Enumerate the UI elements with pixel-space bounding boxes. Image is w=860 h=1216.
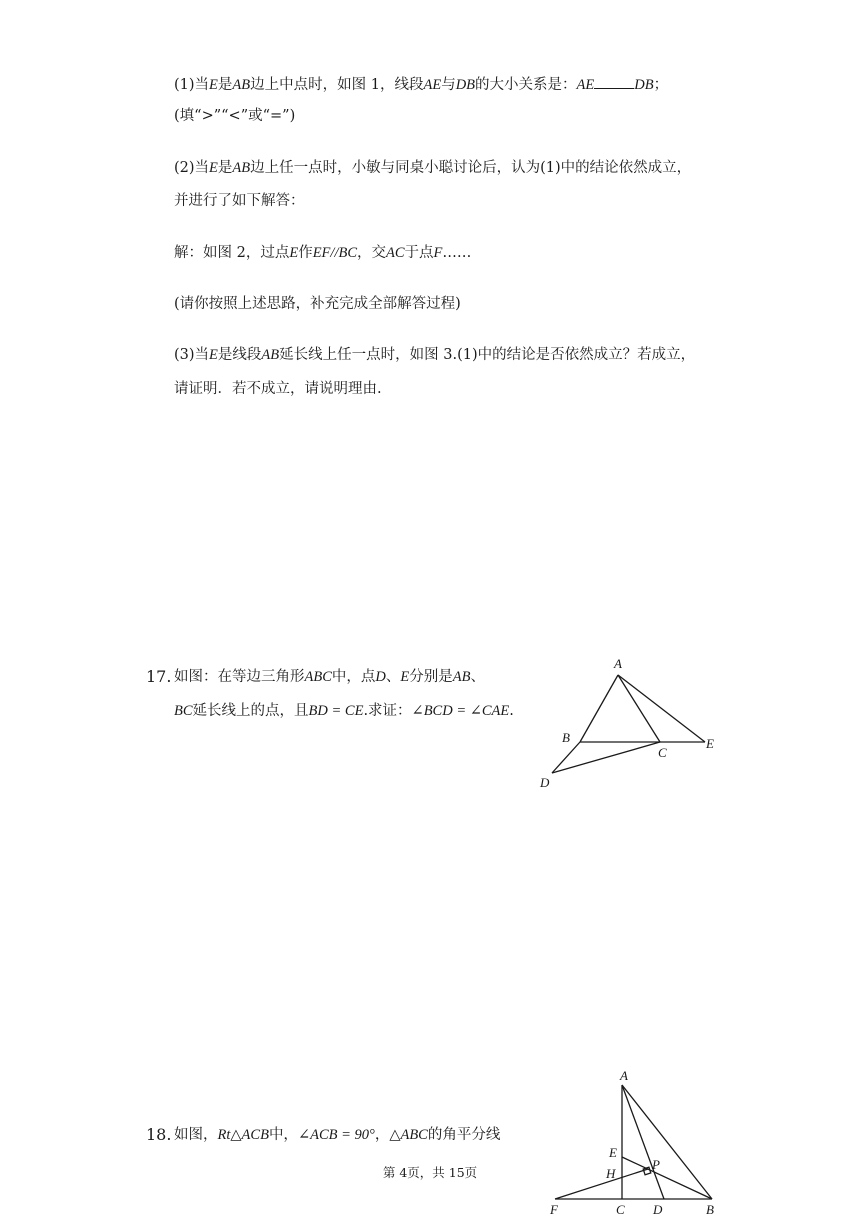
question-17-number: 17. (146, 667, 172, 686)
part1-line2: (填“>”“<”或“=”) (174, 108, 296, 124)
q18-label-a: A (620, 1068, 628, 1083)
q18-label-d: D (653, 1202, 663, 1216)
q17-label-b: B (562, 730, 570, 745)
q17-line1: 如图：在等边三角形ABC中，点D、E分别是AB、 (174, 669, 485, 685)
part3-line1: (3)当E是线段AB延长线上任一点时，如图 3.(1)中的结论是否依然成立？若成立， (174, 347, 696, 363)
question-18-number: 18. (146, 1125, 172, 1144)
part1-line1: (1)当E是AB边上中点时，如图 1，线段AE与DB的大小关系是：AE DB； (174, 74, 668, 95)
part3-line2: 请证明．若不成立，请说明理由. (174, 381, 382, 397)
q18-label-b: B (706, 1202, 714, 1216)
answer-blank[interactable] (594, 74, 634, 89)
q17-line2: BC延长线上的点，且BD = CE.求证：∠BCD = ∠CAE. (174, 703, 514, 719)
q17-triangle-figure (530, 650, 730, 795)
q18-label-c: C (616, 1202, 625, 1216)
hint-line: (请你按照上述思路，补充完成全部解答过程) (174, 296, 461, 312)
q18-label-h: H (606, 1166, 616, 1181)
q18-triangle-figure (540, 1065, 730, 1216)
q17-label-e: E (706, 736, 714, 751)
q18-label-p: P (652, 1157, 660, 1172)
solution-line: 解：如图 2，过点E作EF//BC，交AC于点F…… (174, 245, 472, 261)
q18-label-e: E (609, 1145, 617, 1160)
page-footer: 第 4页，共 15页 (382, 1165, 478, 1180)
part2-line2: 并进行了如下解答： (174, 193, 305, 209)
q18-line1: 如图，Rt△ACB中，∠ACB = 90°，△ABC的角平分线 (174, 1127, 501, 1143)
part2-line1: (2)当E是AB边上任一点时，小敏与同桌小聪讨论后，认为(1)中的结论依然成立， (174, 160, 692, 176)
q17-label-a: A (614, 656, 622, 671)
q17-label-d: D (540, 775, 550, 790)
q17-label-c: C (658, 745, 667, 760)
q18-label-f: F (550, 1202, 558, 1216)
